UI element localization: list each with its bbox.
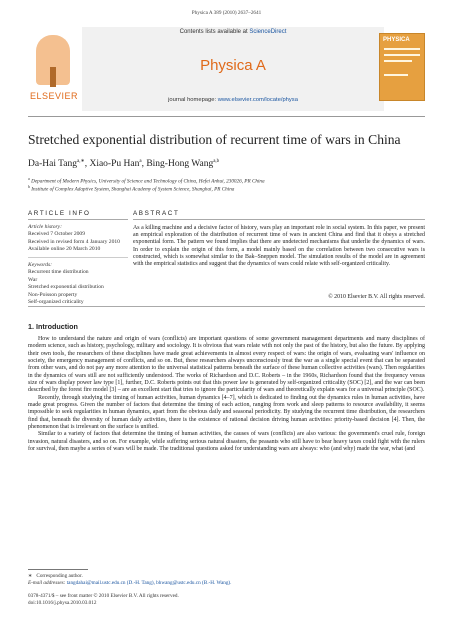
keyword: Recurrent time distribution xyxy=(28,269,89,276)
running-citation: Physica A 389 (2010) 2637–2641 xyxy=(191,10,262,16)
abstract-bottom-rule xyxy=(28,306,425,307)
abstract-rule xyxy=(133,219,425,220)
author-name: Xiao-Pu Han xyxy=(89,159,140,170)
keywords: Keywords: Recurrent time distribution War Stretched exponential distribution Non-Poisson property Self-organized criticality xyxy=(28,262,128,306)
footnote-rule xyxy=(28,569,88,570)
paragraph: How to understand the nature and origin of wars (conflicts) are important questions of some government management departments and many disciplines of modern science, such as history, psychology, military and sociology. It is obvious that wars relate with not only the past of the history, but also the future. By applying their own tools, the researchers of these disciplines have made great achievements in almost every respect of wars: the origin of wars, evaluating wars' influence on society, the emergency management of conflicts, and so on. But, these researchers always unconsciously treat the war as a single special event that can be separated from other wars, and do not pay any more attention to the universal statistical patterns beneath the surface of these human collective activities (wars). Then regularities in the dynamics of wars still are not sufficiently understood. The works of Richardson and D.C. Roberts – in the 1960s, Richardson found that the frequency versus size of wars display power law type [1], further, D.C. Roberts points out that this power law is generated by self-organized criticality (SOC) [2], and the war can been described by the forest fire model [3] – are an excellent start that tries to ignore the particularity of wars and theoretically explain wars for a universal principle (SOC). xyxy=(28,336,425,394)
abstract-heading: ABSTRACT xyxy=(133,210,180,217)
footnote-emails: E-mail addresses: tangdahai@mail.ustc.edu.cn (D.-H. Tang), bhwang@ustc.edu.cn (B.-H. Wang). xyxy=(28,580,232,586)
journal-cover-thumbnail: PHYSICA xyxy=(379,33,425,101)
info-rule xyxy=(28,219,128,220)
affiliation: $^a$ Department of Modern Physics, University of Science and Technology of China, Hefei Anhui, 230026, PR China xyxy=(28,176,265,185)
banner-divider xyxy=(28,116,425,117)
author-affil-mark: a,∗ xyxy=(77,159,85,164)
author-name: Bing-Hong Wang xyxy=(146,159,214,170)
footnote-corresponding: ∗ Corresponding author. xyxy=(28,573,83,579)
paragraph: Recently, through studying the timing of human activities, human dynamics [4–7], which is dedicated to finding out the dynamics rules in human activities, have made great progress. Given the number of factors that determine the timing of each action, ranging from work and sleep patterns to resource availability, it seems impossible to seek regularities in human dynamics, apart from the obvious daily and seasonal periodicity. By studying the recurrent time distribution, the researchers find that, beneath the diversity of human daily activities, there is the existence of rational decision driving human activities: priority-based decision [4]. Then, the phenomenon that is irrelevant on the surface is unified. xyxy=(28,394,425,431)
abstract-text: As a killing machine and a decisive factor of history, wars play an important role in social system. In this paper, we present an empirical exploration of the distribution of recurrent time of wars in ancient China and find that it obeys a stretched exponential form. The pattern we found implies that there are undetected mechanisms that underlie the dynamics of wars. In order to explain the origin of this form, a model mainly based on the correlation between two consecutive wars is constructed, which is somewhat similar to the Bak–Sneppen model. The simulation results of the model are in agreement with the empirical statistics and suggest that the dynamics of wars could relate with self-organized criticality. xyxy=(133,225,425,268)
doi-link[interactable]: doi:10.1016/j.physa.2010.03.012 xyxy=(28,600,97,606)
journal-homepage: journal homepage: www.elsevier.com/locate/physa xyxy=(168,97,298,103)
author-name: Da-Hai Tang xyxy=(28,159,78,170)
elsevier-logo xyxy=(28,33,80,109)
copyright: © 2010 Elsevier B.V. All rights reserved. xyxy=(328,294,425,300)
sciencedirect-link[interactable]: ScienceDirect xyxy=(249,29,287,35)
article-history: Article history: Received 7 October 2009 Received in revised form 4 January 2010 Available online 20 March 2010 xyxy=(28,224,128,254)
contents-line: Contents lists available at ScienceDirect xyxy=(179,29,287,35)
email-links[interactable]: tangdahai@mail.ustc.edu.cn (D.-H. Tang), bhwang@ustc.edu.cn (B.-H. Wang). xyxy=(66,580,232,586)
issn-line: 0378-4371/$ – see front matter © 2010 Elsevier B.V. All rights reserved. xyxy=(28,593,179,599)
keyword: Non-Poisson property xyxy=(28,291,78,298)
keyword: Self-organized criticality xyxy=(28,299,84,306)
author-list: Da-Hai Tang$^{a,∗}$, Xiao-Pu Han$^a$, Bing-Hong Wang$^{a,b}$ xyxy=(28,159,220,170)
author-affil-mark: a xyxy=(139,159,142,164)
article-title: Stretched exponential distribution of recurrent time of wars in China xyxy=(28,132,401,147)
journal-title: Physica A xyxy=(200,57,266,74)
history-item: Received 7 October 2009 xyxy=(28,231,86,238)
intro-body xyxy=(28,336,425,454)
journal-banner xyxy=(28,27,425,111)
author-affil-mark: a,b xyxy=(213,159,220,164)
article-info-heading: ARTICLE INFO xyxy=(28,210,91,217)
homepage-link[interactable]: www.elsevier.com/locate/physa xyxy=(217,97,298,103)
history-item: Available online 20 March 2010 xyxy=(28,246,101,253)
publisher-name: ELSEVIER xyxy=(29,91,79,101)
section-heading: 1. Introduction xyxy=(28,322,78,331)
affiliation: $^b$ Institute of Complex Adaptive System, Shanghai Academy of System Science, Shanghai, PR China xyxy=(28,184,235,193)
history-item: Received in revised form 4 January 2010 xyxy=(28,238,120,245)
paragraph: Similar to a variety of factors that determine the timing of human activities, the causes of wars (conflicts) are also various: the government's cruel rule, foreign invasion, natural disasters, and so on. For example, while suffering serious natural disasters, the peasants who still have to bear heavy taxes could fight with the rulers for survival, then maybe a series of wars will be made. The traditional questions asked for understanding wars are always: who (and why) made the war, what (and xyxy=(28,431,425,453)
keyword: War xyxy=(28,276,38,283)
keyword: Stretched exponential distribution xyxy=(28,284,104,291)
info-inner-rule xyxy=(28,257,128,258)
